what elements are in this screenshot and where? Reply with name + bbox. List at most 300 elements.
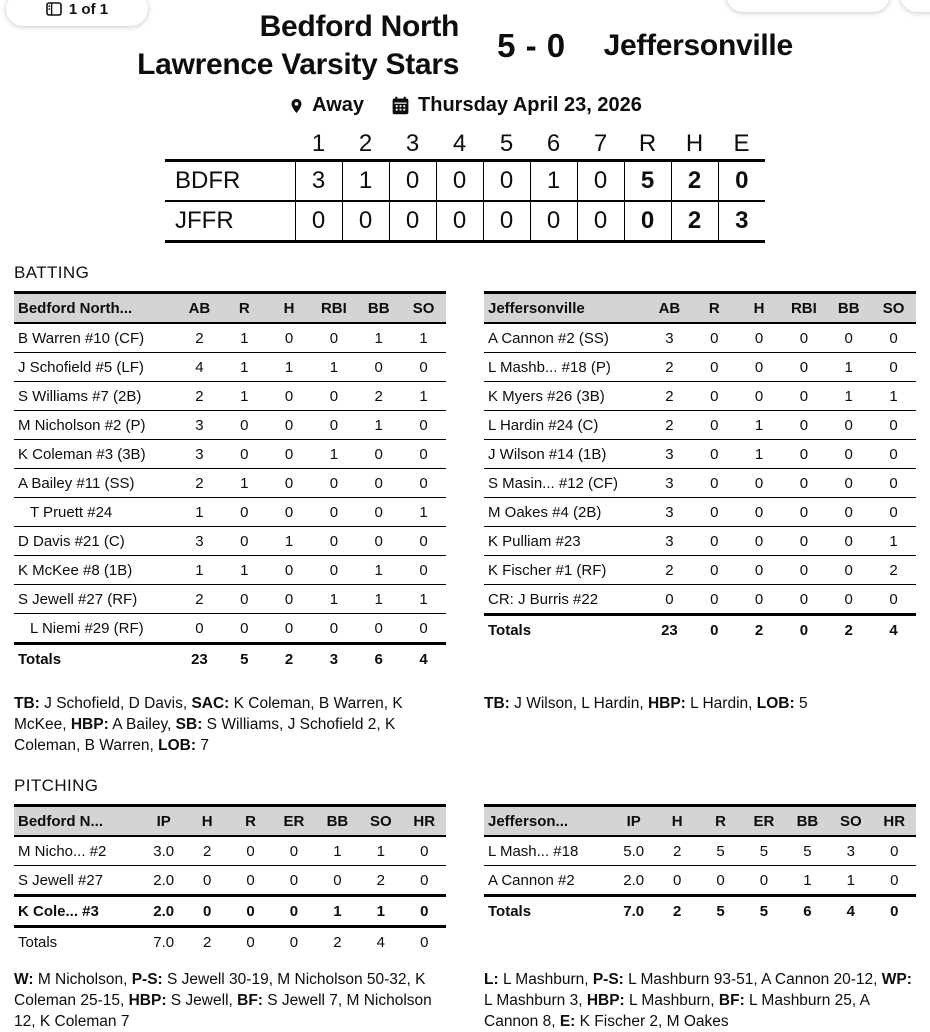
stat-column-header: RBI bbox=[781, 293, 826, 324]
stat-cell: 2 bbox=[356, 382, 401, 411]
stat-cell: 0 bbox=[401, 556, 446, 585]
stat-cell: 0 bbox=[781, 353, 826, 382]
team-name-home-line2: Lawrence Varsity Stars bbox=[137, 48, 460, 81]
player-name-cell: L Mashb... #18 (P) bbox=[484, 353, 647, 382]
stat-cell: 3 bbox=[846, 842, 855, 860]
totals-stat-cell: 4 bbox=[871, 615, 916, 645]
stat-cell: 0 bbox=[311, 411, 356, 440]
stat-cell: 0 bbox=[403, 896, 446, 927]
stat-cell: 1 bbox=[222, 556, 267, 585]
inning-header: 3 bbox=[405, 130, 420, 157]
stat-cell: 1 bbox=[222, 469, 267, 498]
stat-cell: 0 bbox=[401, 440, 446, 469]
table-row bbox=[484, 556, 916, 585]
stat-cell: 3 bbox=[177, 440, 222, 469]
summary-header: H bbox=[685, 130, 704, 157]
stat-column-header: AB bbox=[177, 293, 222, 324]
stat-cell: 2 bbox=[177, 469, 222, 498]
player-name-cell: S Jewell #27 bbox=[14, 866, 142, 896]
stat-cell: 1 bbox=[374, 329, 383, 347]
top-right-button-1[interactable] bbox=[726, 0, 890, 12]
line-score-corner bbox=[165, 129, 295, 161]
totals-label-cell: Totals bbox=[14, 927, 142, 957]
pitching-section-label: PITCHING bbox=[14, 776, 99, 795]
stat-cell: 1 bbox=[177, 498, 222, 527]
stat-cell: 0 bbox=[267, 585, 312, 614]
stat-cell: 5 bbox=[716, 842, 725, 860]
stat-cell: 0 bbox=[356, 527, 401, 556]
stat-cell: 0 bbox=[781, 411, 826, 440]
stat-cell: 0 bbox=[185, 896, 228, 927]
stat-cell: 1 bbox=[240, 329, 249, 347]
page-indicator-pill[interactable] bbox=[6, 0, 148, 26]
stat-cell: 0 bbox=[222, 440, 267, 469]
stat-column-header: IP bbox=[612, 806, 655, 837]
stat-cell: 0 bbox=[311, 556, 356, 585]
stat-cell: 0 bbox=[311, 498, 356, 527]
calendar-icon bbox=[390, 95, 411, 116]
stat-cell: 0 bbox=[889, 329, 898, 347]
table-row bbox=[484, 382, 916, 411]
stat-cell: 1 bbox=[401, 382, 446, 411]
stat-cell: 1 bbox=[786, 866, 829, 896]
batting-notes-away: TB: J Wilson, L Hardin, HBP: L Hardin, LOB: 5 bbox=[484, 695, 808, 712]
totals-row bbox=[14, 927, 446, 957]
stat-cell: 0 bbox=[781, 440, 826, 469]
pitching-table-away-grid bbox=[484, 804, 916, 925]
stat-cell: 1 bbox=[177, 556, 222, 585]
stat-cell: 0 bbox=[844, 329, 853, 347]
totals-stat-cell: 0 bbox=[272, 927, 315, 957]
stat-cell: 0 bbox=[871, 498, 916, 527]
inning-header: 2 bbox=[358, 130, 373, 157]
stat-cell: 0 bbox=[871, 469, 916, 498]
stat-cell: 1 bbox=[222, 353, 267, 382]
batting-table-home bbox=[14, 291, 446, 673]
pitching-table-away bbox=[484, 804, 916, 925]
stat-cell: 5 bbox=[803, 842, 812, 860]
stat-cell: 0 bbox=[267, 440, 312, 469]
player-name-cell: D Davis #21 (C) bbox=[14, 527, 177, 556]
stat-column-header: BB bbox=[356, 293, 401, 324]
game-date bbox=[390, 94, 642, 117]
table-row bbox=[484, 527, 916, 556]
stat-cell: 1 bbox=[826, 382, 871, 411]
stat-cell: 1 bbox=[737, 440, 782, 469]
batting-notes-home: TB: J Schofield, D Davis, SAC: K Coleman, B Warren, K McKee, HBP: A Bailey, SB: S Williams, J Schofield 2, K Coleman, B Warren, LOB: 7 bbox=[14, 695, 403, 754]
game-meta bbox=[0, 94, 930, 117]
stat-cell: 0 bbox=[655, 866, 698, 896]
stat-cell: 0 bbox=[826, 498, 871, 527]
stat-cell: 1 bbox=[871, 382, 916, 411]
stat-cell: 3 bbox=[647, 469, 692, 498]
inning-runs: 0 bbox=[295, 201, 342, 242]
table-row bbox=[14, 836, 446, 866]
stat-cell: 0 bbox=[826, 411, 871, 440]
player-name-cell: L Hardin #24 (C) bbox=[484, 411, 647, 440]
stat-cell: 2 bbox=[647, 382, 692, 411]
stat-cell: 1 bbox=[359, 896, 402, 927]
player-name-cell: CR: J Burris #22 bbox=[484, 585, 647, 615]
stat-cell: 0 bbox=[177, 614, 222, 644]
stat-cell: 1 bbox=[267, 527, 312, 556]
totals-stat-cell: 7.0 bbox=[612, 896, 655, 926]
inning-runs: 0 bbox=[483, 161, 530, 202]
stat-cell: 1 bbox=[311, 585, 356, 614]
stat-cell: 0 bbox=[826, 585, 871, 615]
stat-cell: 3 bbox=[177, 527, 222, 556]
table-row bbox=[14, 353, 446, 382]
stat-column-header: RBI bbox=[311, 293, 356, 324]
line-score-row bbox=[165, 201, 765, 242]
stat-cell: 0 bbox=[871, 411, 916, 440]
player-name-cell: K Pulliam #23 bbox=[484, 527, 647, 556]
stat-cell: 0 bbox=[311, 469, 356, 498]
player-name-cell: S Jewell #27 (RF) bbox=[14, 585, 177, 614]
stat-cell: 0 bbox=[826, 556, 871, 585]
totals-stat-cell: 2 bbox=[737, 615, 782, 645]
table-row bbox=[484, 836, 916, 866]
scorebook-icon bbox=[46, 2, 62, 16]
summary-value: 5 bbox=[624, 161, 671, 202]
stat-cell: 0 bbox=[401, 353, 446, 382]
stat-cell: 0 bbox=[781, 556, 826, 585]
stat-cell: 0 bbox=[267, 556, 312, 585]
game-date-label: Thursday April 23, 2026 bbox=[418, 94, 642, 116]
stat-cell: 0 bbox=[222, 411, 267, 440]
stat-column-header: R bbox=[222, 293, 267, 324]
stat-column-header: AB bbox=[647, 293, 692, 324]
stat-cell: 0 bbox=[401, 527, 446, 556]
stat-column-header: R bbox=[699, 806, 742, 837]
stat-cell: 0 bbox=[185, 866, 228, 896]
player-name-cell: B Warren #10 (CF) bbox=[18, 329, 145, 347]
inning-runs: 0 bbox=[342, 201, 389, 242]
team-name-away: Jeffersonville bbox=[603, 29, 793, 62]
totals-stat-cell: 5 bbox=[222, 644, 267, 674]
stat-cell: 0 bbox=[871, 353, 916, 382]
totals-label-cell: Totals bbox=[484, 615, 647, 645]
stat-cell: 0 bbox=[781, 382, 826, 411]
stat-cell: 0 bbox=[873, 866, 916, 896]
totals-stat-cell: 2 bbox=[267, 644, 312, 674]
totals-stat-cell: 2 bbox=[655, 896, 698, 926]
stat-cell: 0 bbox=[284, 329, 294, 347]
team-column-header: Jefferson... bbox=[484, 806, 612, 837]
stat-cell: 1 bbox=[376, 842, 385, 860]
stat-column-header: H bbox=[655, 806, 698, 837]
table-row bbox=[14, 896, 446, 927]
player-name-cell: A Cannon #2 (SS) bbox=[488, 329, 609, 347]
batting-table-home-grid bbox=[14, 291, 446, 673]
stat-cell: 1 bbox=[401, 585, 446, 614]
player-name-cell: L Mash... #18 bbox=[488, 842, 579, 860]
stat-cell: 0 bbox=[267, 382, 312, 411]
totals-stat-cell: 2 bbox=[826, 615, 871, 645]
stat-cell: 0 bbox=[692, 440, 737, 469]
player-name-cell: A Bailey #11 (SS) bbox=[14, 469, 177, 498]
line-score-row bbox=[165, 161, 765, 202]
stat-cell: 0 bbox=[222, 585, 267, 614]
stat-cell: 1 bbox=[222, 382, 267, 411]
pitching-columns bbox=[14, 804, 916, 1032]
inning-header: 7 bbox=[593, 130, 608, 157]
player-name-cell: K Cole... #3 bbox=[14, 896, 142, 927]
stat-cell: 0 bbox=[403, 866, 446, 896]
inning-runs: 3 bbox=[295, 161, 342, 202]
player-name-cell: M Oakes #4 (2B) bbox=[484, 498, 647, 527]
stat-cell: 1 bbox=[316, 896, 359, 927]
stat-cell: 0 bbox=[781, 527, 826, 556]
stat-cell: 0 bbox=[401, 411, 446, 440]
stat-cell: 3 bbox=[647, 440, 692, 469]
stat-cell: 0 bbox=[329, 329, 339, 347]
stat-cell: 0 bbox=[311, 382, 356, 411]
totals-label-cell: Totals bbox=[484, 896, 612, 926]
summary-header: R bbox=[638, 130, 657, 157]
stat-cell: 0 bbox=[692, 382, 737, 411]
player-name-cell: T Pruett #24 bbox=[14, 498, 177, 527]
totals-stat-cell: 2 bbox=[316, 927, 359, 957]
table-row bbox=[484, 323, 916, 353]
stat-cell: 2.0 bbox=[142, 896, 185, 927]
stats-header-row bbox=[484, 806, 916, 837]
team-abbreviation: JFFR bbox=[165, 201, 295, 242]
inning-runs: 1 bbox=[530, 161, 577, 202]
stat-cell: 0 bbox=[737, 353, 782, 382]
stat-column-header: SO bbox=[401, 293, 446, 324]
totals-stat-cell: 3 bbox=[311, 644, 356, 674]
team-column-header: Bedford N... bbox=[14, 806, 142, 837]
table-row bbox=[14, 440, 446, 469]
totals-stat-cell: 0 bbox=[692, 615, 737, 645]
stat-cell: 0 bbox=[692, 527, 737, 556]
summary-value: 0 bbox=[718, 161, 765, 202]
stat-column-header: HR bbox=[873, 806, 916, 837]
stat-cell: 1 bbox=[267, 353, 312, 382]
stat-column-header: BB bbox=[316, 806, 359, 837]
table-row bbox=[14, 411, 446, 440]
stat-cell: 2 bbox=[647, 556, 692, 585]
stat-cell: 0 bbox=[737, 556, 782, 585]
stat-cell: 0 bbox=[692, 353, 737, 382]
totals-stat-cell: 0 bbox=[403, 927, 446, 957]
stat-cell: 0 bbox=[737, 585, 782, 615]
team-name-home-line1: Bedford North bbox=[259, 10, 460, 43]
stat-cell: 2 bbox=[177, 382, 222, 411]
stat-cell: 0 bbox=[356, 440, 401, 469]
player-name-cell: J Schofield #5 (LF) bbox=[14, 353, 177, 382]
stat-cell: 2 bbox=[647, 353, 692, 382]
table-row bbox=[484, 866, 916, 896]
stat-column-header: SO bbox=[871, 293, 916, 324]
stat-cell: 0 bbox=[692, 411, 737, 440]
stat-cell: 1 bbox=[356, 411, 401, 440]
totals-row bbox=[484, 615, 916, 645]
stat-cell: 0 bbox=[781, 469, 826, 498]
totals-stat-cell: 6 bbox=[786, 896, 829, 926]
stat-cell: 3 bbox=[647, 527, 692, 556]
pitching-table-home bbox=[14, 804, 446, 956]
stats-header-row bbox=[14, 806, 446, 837]
player-name-cell: M Nicho... #2 bbox=[18, 842, 107, 860]
stat-cell: 0 bbox=[826, 440, 871, 469]
inning-header: 6 bbox=[546, 130, 561, 157]
stat-cell: 0 bbox=[692, 469, 737, 498]
stat-cell: 0 bbox=[222, 498, 267, 527]
inning-runs: 0 bbox=[577, 201, 624, 242]
stat-cell: 0 bbox=[401, 614, 446, 644]
stat-cell: 1 bbox=[311, 440, 356, 469]
stat-cell: 0 bbox=[229, 896, 272, 927]
table-row bbox=[14, 323, 446, 353]
stat-cell: 1 bbox=[737, 411, 782, 440]
stat-cell: 2 bbox=[871, 556, 916, 585]
game-location bbox=[288, 94, 364, 117]
table-row bbox=[14, 498, 446, 527]
stat-cell: 1 bbox=[419, 329, 428, 347]
stat-cell: 0 bbox=[401, 469, 446, 498]
stat-cell: 2.0 bbox=[142, 866, 185, 896]
table-row bbox=[14, 469, 446, 498]
stat-cell: 2 bbox=[202, 842, 212, 860]
stat-cell: 0 bbox=[311, 614, 356, 644]
stat-cell: 0 bbox=[890, 842, 899, 860]
stat-cell: 5 bbox=[759, 842, 769, 860]
player-name-cell: J Wilson #14 (1B) bbox=[484, 440, 647, 469]
stat-cell: 2 bbox=[195, 329, 204, 347]
inning-runs: 0 bbox=[436, 161, 483, 202]
stat-cell: 0 bbox=[222, 614, 267, 644]
stat-cell: 0 bbox=[826, 527, 871, 556]
stats-header-row bbox=[14, 293, 446, 324]
player-name-cell: L Niemi #29 (RF) bbox=[14, 614, 177, 644]
stat-cell: 0 bbox=[826, 469, 871, 498]
stat-cell: 2 bbox=[647, 411, 692, 440]
totals-row bbox=[484, 896, 916, 926]
stat-column-header: ER bbox=[272, 806, 315, 837]
inning-runs: 0 bbox=[389, 201, 436, 242]
stat-cell: 0 bbox=[229, 866, 272, 896]
inning-header: 5 bbox=[499, 130, 514, 157]
stat-cell: 0 bbox=[742, 866, 785, 896]
table-row bbox=[484, 411, 916, 440]
player-name-cell: K Fischer #1 (RF) bbox=[484, 556, 647, 585]
stat-cell: 0 bbox=[272, 896, 315, 927]
stat-cell: 0 bbox=[737, 527, 782, 556]
stat-column-header: R bbox=[692, 293, 737, 324]
totals-row bbox=[14, 644, 446, 674]
stat-cell: 0 bbox=[799, 329, 809, 347]
table-row bbox=[14, 866, 446, 896]
team-column-header: Bedford North... bbox=[14, 293, 177, 324]
line-score-header-row bbox=[165, 129, 765, 161]
table-row bbox=[14, 382, 446, 411]
table-row bbox=[14, 614, 446, 644]
game-location-label: Away bbox=[312, 94, 365, 116]
summary-value: 0 bbox=[624, 201, 671, 242]
stat-cell: 1 bbox=[401, 498, 446, 527]
totals-stat-cell: 23 bbox=[177, 644, 222, 674]
pitching-notes-home: W: M Nicholson, P-S: S Jewell 30-19, M Nicholson 50-32, K Coleman 25-15, HBP: S Jewell, BF: S Jewell 7, M Nicholson 12, K Coleman 7 bbox=[14, 971, 432, 1030]
inning-runs: 0 bbox=[577, 161, 624, 202]
stats-header-row bbox=[484, 293, 916, 324]
page-indicator-label: 1 of 1 bbox=[68, 0, 109, 18]
inning-runs: 0 bbox=[483, 201, 530, 242]
stat-cell: 3 bbox=[665, 329, 674, 347]
team-column-header: Jeffersonville bbox=[484, 293, 647, 324]
stat-cell: 1 bbox=[829, 866, 872, 896]
stat-column-header: SO bbox=[829, 806, 872, 837]
stat-cell: 0 bbox=[356, 469, 401, 498]
stat-cell: 3 bbox=[177, 411, 222, 440]
stat-cell: 0 bbox=[246, 842, 255, 860]
player-name-cell: K Coleman #3 (3B) bbox=[14, 440, 177, 469]
stat-cell: 0 bbox=[272, 866, 315, 896]
stat-cell: 0 bbox=[267, 411, 312, 440]
stat-cell: 1 bbox=[826, 353, 871, 382]
player-name-cell: S Williams #7 (2B) bbox=[14, 382, 177, 411]
final-score: 5 - 0 bbox=[497, 27, 566, 64]
stat-column-header: R bbox=[229, 806, 272, 837]
stat-cell: 0 bbox=[647, 585, 692, 615]
stat-cell: 2.0 bbox=[612, 866, 655, 896]
stat-cell: 0 bbox=[692, 498, 737, 527]
table-row bbox=[484, 585, 916, 615]
table-row bbox=[484, 353, 916, 382]
stat-cell: 0 bbox=[692, 556, 737, 585]
stat-column-header: H bbox=[185, 806, 228, 837]
inning-runs: 1 bbox=[342, 161, 389, 202]
totals-stat-cell: 7.0 bbox=[142, 927, 185, 957]
stat-cell: 0 bbox=[356, 353, 401, 382]
line-score-table bbox=[165, 129, 765, 243]
stat-cell: 0 bbox=[420, 842, 429, 860]
stat-cell: 0 bbox=[781, 585, 826, 615]
stat-cell: 0 bbox=[710, 329, 719, 347]
stat-column-header: ER bbox=[742, 806, 785, 837]
batting-section-label: BATTING bbox=[14, 263, 90, 282]
player-name-cell: K McKee #8 (1B) bbox=[14, 556, 177, 585]
stat-cell: 0 bbox=[692, 585, 737, 615]
summary-value: 2 bbox=[671, 161, 718, 202]
stat-cell: 1 bbox=[333, 842, 342, 860]
team-abbreviation: BDFR bbox=[165, 161, 295, 202]
stat-cell: 2 bbox=[359, 866, 402, 896]
stat-cell: 0 bbox=[737, 382, 782, 411]
table-row bbox=[484, 469, 916, 498]
stat-cell: 0 bbox=[311, 527, 356, 556]
stat-cell: 1 bbox=[356, 556, 401, 585]
stat-column-header: SO bbox=[359, 806, 402, 837]
stat-cell: 0 bbox=[781, 498, 826, 527]
totals-stat-cell: 2 bbox=[185, 927, 228, 957]
totals-stat-cell: 23 bbox=[647, 615, 692, 645]
stat-cell: 1 bbox=[356, 585, 401, 614]
inning-runs: 0 bbox=[530, 201, 577, 242]
table-row bbox=[14, 527, 446, 556]
inning-header: 4 bbox=[452, 130, 467, 157]
player-name-cell: K Myers #26 (3B) bbox=[484, 382, 647, 411]
stat-cell: 2 bbox=[177, 585, 222, 614]
batting-table-away bbox=[484, 291, 916, 644]
stat-column-header: H bbox=[737, 293, 782, 324]
team-name-home bbox=[137, 8, 459, 84]
stat-cell: 0 bbox=[356, 614, 401, 644]
table-row bbox=[14, 556, 446, 585]
stat-cell: 0 bbox=[737, 498, 782, 527]
stat-cell: 0 bbox=[267, 498, 312, 527]
